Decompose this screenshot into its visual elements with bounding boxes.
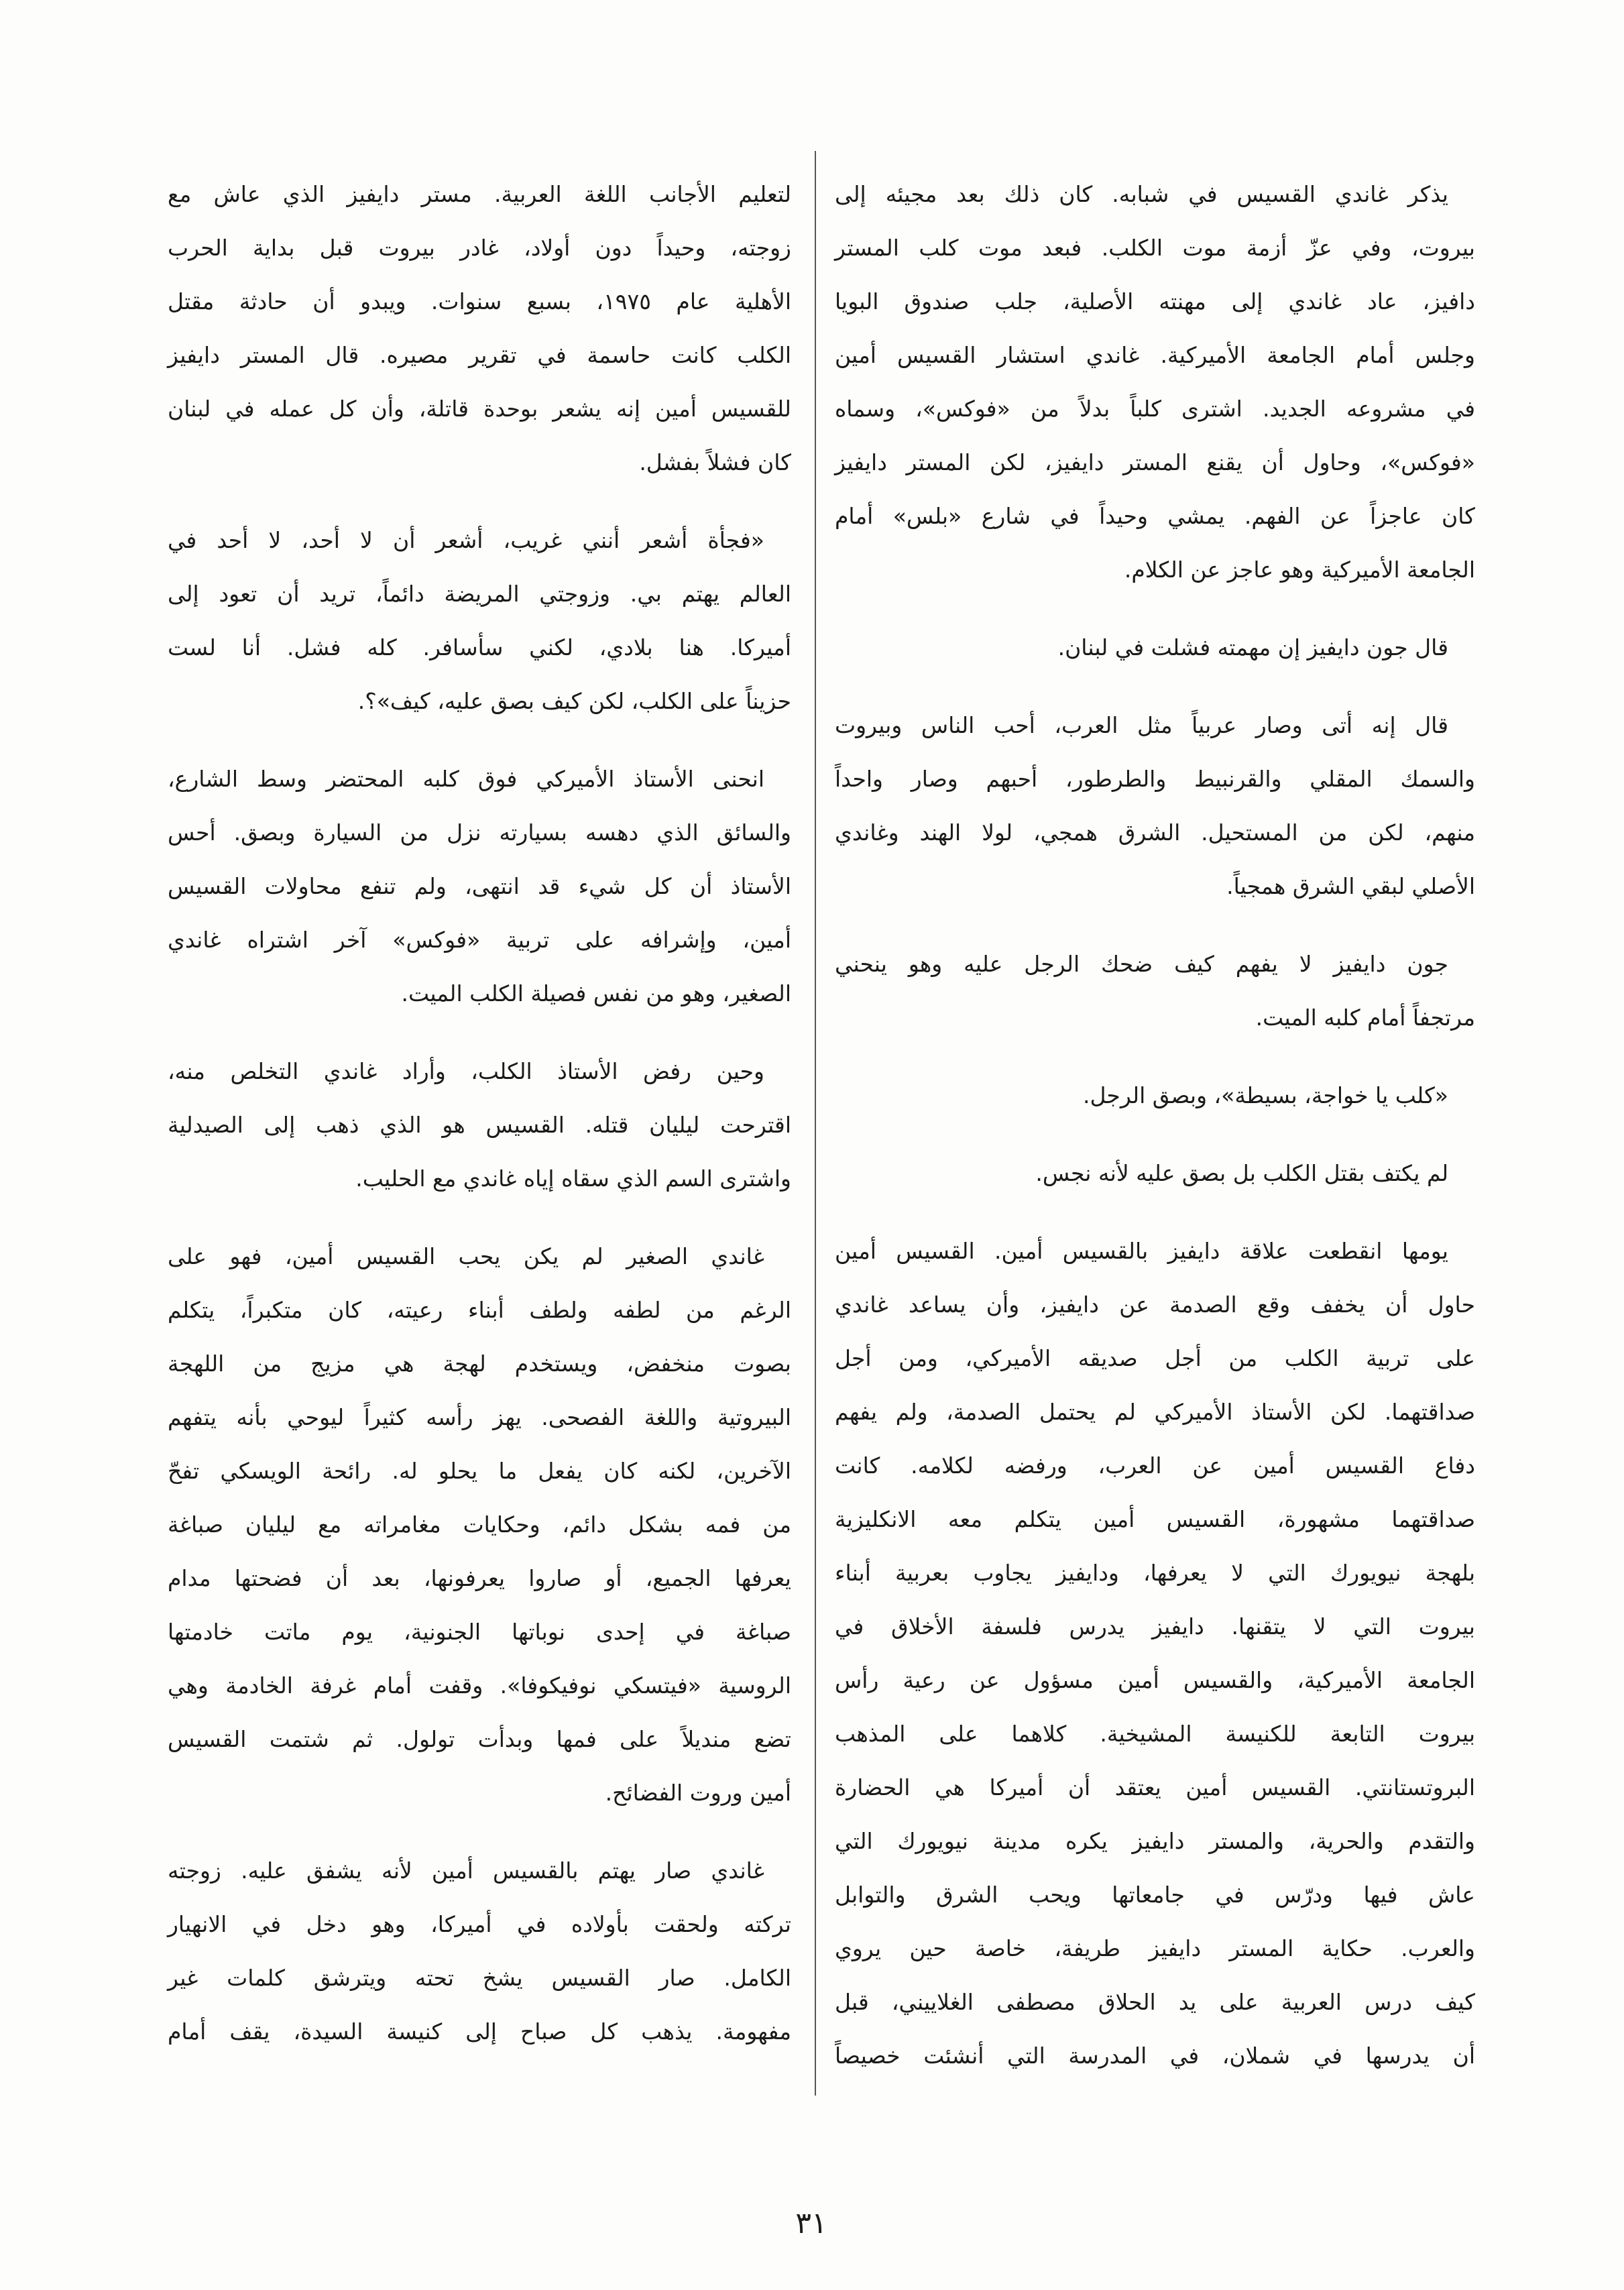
paragraph — [168, 1844, 791, 2059]
text-line: كان عاجزاً عن الفهم. يمشي وحيداً في شارع «بلس» أمام — [835, 503, 1475, 529]
text-line: البيروتية واللغة الفصحى. يهز رأسه كثيراً ليوحي بأنه يتفهم — [168, 1404, 791, 1430]
right-column — [835, 168, 1475, 2107]
text-line: في مشروعه الجديد. اشترى كلباً بدلاً من «فوكس»، وسماه — [835, 396, 1475, 422]
paragraph — [835, 1224, 1475, 2083]
paragraph — [168, 514, 791, 728]
text-line: على تربية الكلب من أجل صديقه الأميركي، ومن أجل — [835, 1345, 1475, 1371]
text-line: العالم يهتم بي. وزوجتي المريضة دائماً، تريد أن تعود إلى — [168, 581, 791, 607]
text-line: وجلس أمام الجامعة الأميركية. غاندي استشار القسيس أمين — [835, 342, 1475, 368]
text-line: أن يدرسها في شملان، في المدرسة التي أنشئت خصيصاً — [835, 2043, 1475, 2069]
text-line: صباغة في إحدى نوباتها الجنونية، يوم ماتت خادمتها — [168, 1619, 791, 1645]
left-column — [168, 168, 791, 2083]
text-line: بصوت منخفض، ويستخدم لهجة هي مزيج من اللهجة — [168, 1351, 791, 1377]
page-number: ٣١ — [795, 2206, 827, 2240]
text-line: أميركا. هنا بلادي، لكني سأسافر. كله فشل. أنا لست — [168, 634, 791, 661]
text-line: الجامعة الأميركية، والقسيس أمين مسؤول عن رعية رأس — [835, 1667, 1475, 1693]
text-line: مفهومة. يذهب كل صباح إلى كنيسة السيدة، يقف أمام — [168, 2018, 791, 2045]
text-line: أمين، وإشرافه على تربية «فوكس» آخر اشتراه غاندي — [168, 927, 791, 953]
text-line: صداقتهما مشهورة، القسيس أمين يتكلم معه الانكليزية — [835, 1506, 1475, 1532]
paragraph — [835, 1069, 1475, 1123]
text-line: دفاع القسيس أمين عن العرب، ورفضه لكلامه. كانت — [835, 1452, 1475, 1479]
text-line: الجامعة الأميركية وهو عاجز عن الكلام. — [1124, 557, 1475, 583]
text-line: الكامل. صار القسيس يشخ تحته ويترشق كلمات غير — [168, 1965, 791, 1991]
text-line: والتقدم والحرية، والمستر دايفيز يكره مدينة نيويورك التي — [835, 1828, 1475, 1854]
text-line: «فجأة أشعر أنني غريب، أشعر أن لا أحد، لا أحد في — [168, 527, 764, 553]
text-line: أمين وروت الفضائح. — [605, 1780, 791, 1806]
text-line: بيروت التي لا يتقنها. دايفيز يدرس فلسفة الأخلاق في — [835, 1613, 1475, 1640]
text-line: كيف درس العربية على يد الحلاق مصطفى الغلاييني، قبل — [835, 1989, 1475, 2015]
text-line: البروتستانتي. القسيس أمين يعتقد أن أميركا هي الحضارة — [835, 1774, 1475, 1800]
text-line: بيروت التابعة للكنيسة المشيخية. كلاهما على المذهب — [835, 1721, 1475, 1747]
text-line: الروسية «فيتسكي نوفيكوفا». وقفت أمام غرفة الخادمة وهي — [168, 1672, 791, 1699]
text-line: بلهجة نيويورك التي لا يعرفها، ودايفيز يجاوب بعربية أبناء — [835, 1560, 1475, 1586]
text-line: يومها انقطعت علاقة دايفيز بالقسيس أمين. القسيس أمين — [835, 1238, 1448, 1264]
paragraph — [835, 699, 1475, 913]
paragraph — [168, 752, 791, 1021]
text-line: حزيناً على الكلب، لكن كيف بصق عليه، كيف»؟. — [357, 688, 791, 714]
text-line: حاول أن يخفف وقع الصدمة عن دايفيز، وأن يساعد غاندي — [835, 1292, 1475, 1318]
text-line: الكلب كانت حاسمة في تقرير مصيره. قال المستر دايفيز — [168, 342, 791, 368]
text-line: صداقتهما. لكن الأستاذ الأميركي لم يحتمل الصدمة، ولم يفهم — [835, 1399, 1475, 1425]
text-line: لم يكتف بقتل الكلب بل بصق عليه لأنه نجس. — [1035, 1160, 1448, 1186]
text-line: زوجته، وحيداً دون أولاد، غادر بيروت قبل بداية الحرب — [168, 235, 791, 261]
text-line: «كلب يا خواجة، بسيطة»، وبصق الرجل. — [1082, 1082, 1448, 1108]
paragraph — [835, 937, 1475, 1045]
text-line: وحين رفض الأستاذ الكلب، وأراد غاندي التخلص منه، — [168, 1058, 764, 1084]
text-line: دافيز، عاد غاندي إلى مهنته الأصلية، جلب صندوق البويا — [835, 288, 1475, 314]
text-line: والعرب. حكاية المستر دايفيز طريفة، خاصة حين يروي — [835, 1935, 1475, 1961]
text-line: كان فشلاً بفشل. — [639, 449, 791, 475]
text-line: الرغم من لطفه ولطف أبناء رعيته، كان متكبراً، يتكلم — [168, 1297, 791, 1323]
paragraph — [835, 1147, 1475, 1200]
text-line: اقترحت ليليان قتله. القسيس هو الذي ذهب إلى الصيدلية — [168, 1112, 791, 1138]
text-line: من فمه بشكل دائم، وحكايات مغامراته مع ليليان صباغة — [168, 1511, 791, 1538]
text-line: الأستاذ أن كل شيء قد انتهى، ولم تنفع محاولات القسيس — [168, 873, 791, 899]
paragraph — [168, 1045, 791, 1206]
paragraph — [835, 621, 1475, 675]
text-line: بيروت، وفي عزّ أزمة موت الكلب. فبعد موت كلب المستر — [835, 235, 1475, 261]
paragraph — [835, 168, 1475, 597]
text-line: تضع منديلاً على فمها وبدأت تولول. ثم شتمت القسيس — [168, 1726, 791, 1752]
text-line: واشترى السم الذي سقاه إياه غاندي مع الحليب. — [355, 1165, 791, 1192]
text-line: يذكر غاندي القسيس في شبابه. كان ذلك بعد مجيئه إلى — [835, 181, 1448, 207]
paragraph — [168, 1230, 791, 1820]
text-line: للقسيس أمين إنه يشعر بوحدة قاتلة، وأن كل عمله في لبنان — [168, 396, 791, 422]
text-line: مرتجفاً أمام كلبه الميت. — [1255, 1005, 1475, 1031]
text-line: عاش فيها ودرّس في جامعاتها ويحب الشرق والتوابل — [835, 1882, 1475, 1908]
text-line: الأصلي لبقي الشرق همجياً. — [1226, 873, 1475, 899]
text-line: والسمك المقلي والقرنبيط والطرطور، أحبهم وصار واحداً — [835, 766, 1475, 792]
text-line: انحنى الأستاذ الأميركي فوق كلبه المحتضر وسط الشارع، — [168, 766, 764, 792]
text-line: والسائق الذي دهسه بسيارته نزل من السيارة وبصق. أحس — [168, 819, 791, 846]
text-line: لتعليم الأجانب اللغة العربية. مستر دايفيز الذي عاش مع — [168, 181, 791, 207]
text-line: تركته ولحقت بأولاده في أميركا، وهو دخل في الانهيار — [168, 1911, 791, 1937]
text-line: غاندي الصغير لم يكن يحب القسيس أمين، فهو على — [168, 1243, 764, 1269]
text-line: غاندي صار يهتم بالقسيس أمين لأنه يشفق عليه. زوجته — [168, 1857, 764, 1884]
paragraph — [168, 168, 791, 490]
column-divider — [815, 151, 816, 2096]
text-line: قال جون دايفيز إن مهمته فشلت في لبنان. — [1057, 634, 1448, 661]
text-line: الأهلية عام ١٩٧٥، بسبع سنوات. ويبدو أن حادثة مقتل — [168, 288, 792, 314]
text-line: منهم، لكن من المستحيل. الشرق همجي، لولا الهند وغاندي — [835, 819, 1475, 846]
text-line: قال إنه أتى وصار عربياً مثل العرب، أحب الناس وبيروت — [835, 712, 1448, 738]
text-line: يعرفها الجميع، أو صاروا يعرفونها، بعد أن فضحتها مدام — [168, 1565, 791, 1591]
text-line: الصغير، وهو من نفس فصيلة الكلب الميت. — [401, 980, 791, 1007]
text-line: جون دايفيز لا يفهم كيف ضحك الرجل عليه وهو ينحني — [835, 951, 1448, 977]
text-line: الآخرين، لكنه كان يفعل ما يحلو له. رائحة الويسكي تفحّ — [168, 1458, 791, 1484]
text-line: «فوكس»، وحاول أن يقنع المستر دايفيز، لكن المستر دايفيز — [835, 449, 1475, 475]
